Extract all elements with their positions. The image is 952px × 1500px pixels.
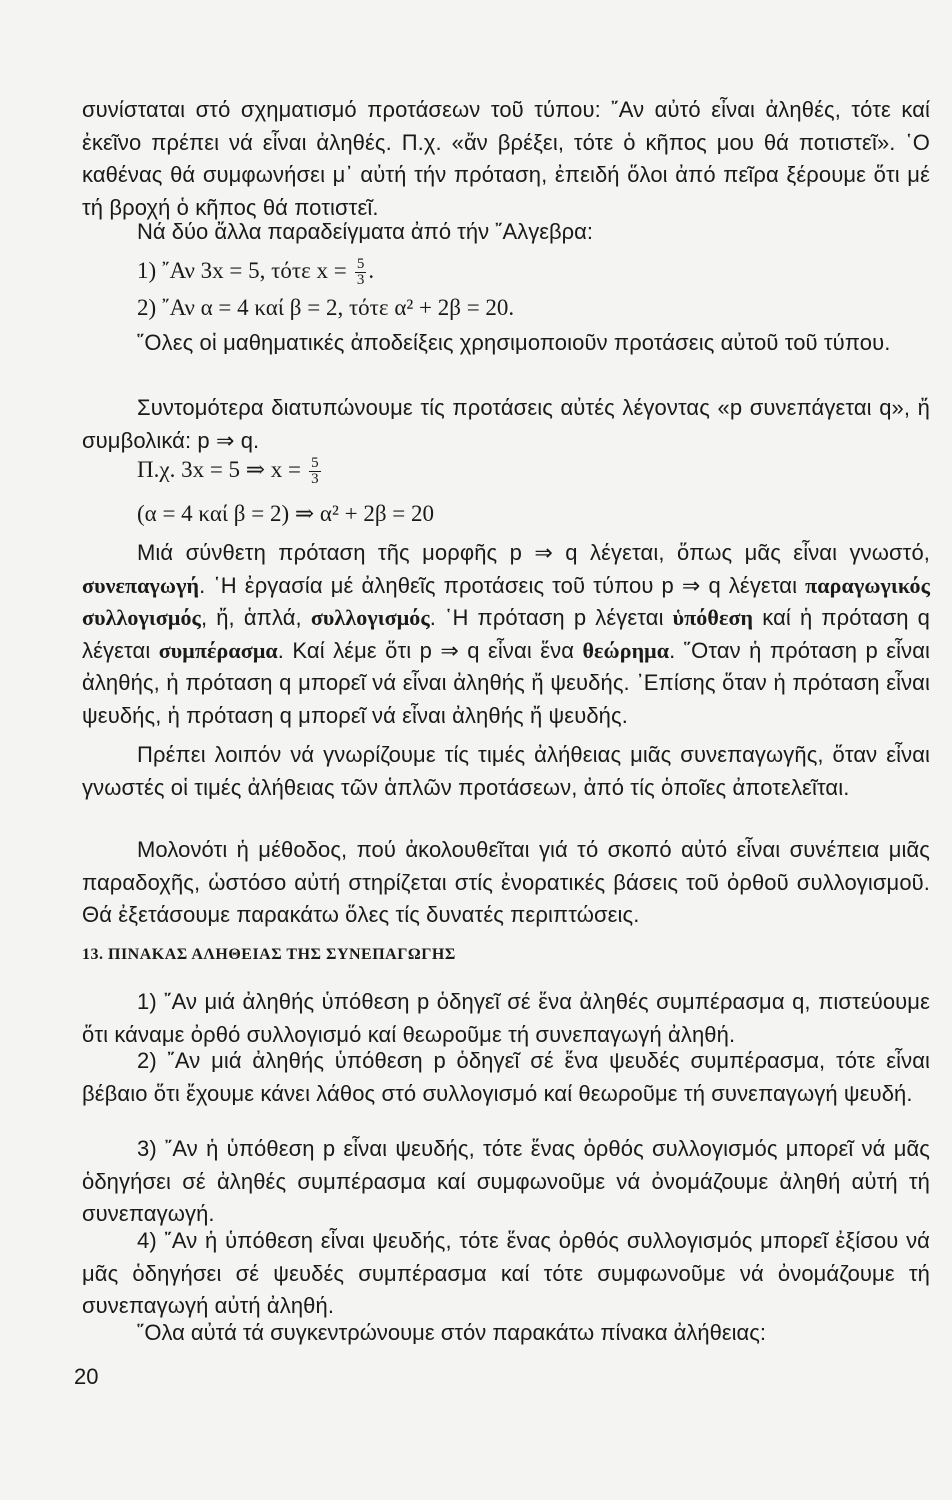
term-bold: συμπέρασμα [158, 637, 278, 663]
fraction-denominator: 3 [311, 470, 319, 487]
paragraph-implication-intro: συνίσταται στό σχηματισμό προτάσεων τοῦ τύπου: ῎Αν αὐτό εἶναι ἀληθές, τότε καί ἐκεῖνο πρέπει νά εἶναι ἀληθές. Π.χ. «ἄν βρέξει, τότε ὁ κῆπος μου θά ποτιστεῖ». ῾Ο καθένας θά συμφωνήσει μ᾿ αὐτή τήν πρόταση, ἐπειδή ὅλοι ἀπό πεῖρα ξέρουμε ὅτι μέ τή βροχή ὁ κῆπος θά ποτιστεῖ. [82, 97, 930, 220]
text-run: , ἤ, ἁπλά, [200, 605, 311, 630]
section-heading: 13. ΠΙΝΑΚΑΣ ΑΛΗΘΕΙΑΣ ΤΗΣ ΣΥΝΕΠΑΓΩΓΗΣ [82, 946, 456, 963]
fraction-5-3 [355, 257, 367, 288]
example-symbolic-2: (α = 4 καί β = 2) ⇒ α² + 2β = 20 [137, 501, 435, 526]
text-run: καί ἡ πρόταση q λέγεται [82, 605, 930, 663]
closing-line: ῞Ολα αὐτά τά συγκεντρώνουμε στόν παρακάτω πίνακα ἀλήθειας: [137, 1320, 766, 1345]
page-number: 20 [74, 1364, 99, 1389]
term-bold: συλλογισμός [310, 605, 430, 630]
paragraph-definitions [82, 537, 930, 732]
text-run: . ῞Οταν ἡ πρόταση p εἶναι ἀληθής, ἡ πρόταση q μπορεῖ νά εἶναι ἀληθής ἤ ψευδής. ᾿Επίσης ὅταν ἡ πρόταση εἶναι ψευδής, ἡ πρόταση q μπορεῖ νά εἶναι ἀληθής ἤ ψευδής. [82, 637, 931, 728]
example-1 [137, 256, 374, 288]
example-2: 2) ῎Αν α = 4 καί β = 2, τότε α² + 2β = 20. [137, 295, 515, 320]
example-1-text: 1) ῎Αν 3x = 5, τότε x = [137, 258, 347, 283]
term-bold: παραγωγικός συλλογισμός [82, 572, 930, 630]
case-3: 3) ῎Αν ἡ ὑπόθεση p εἶναι ψευδής, τότε ἕνας ὀρθός συλλογισμός μπορεῖ νά μᾶς ὁδηγήσει σέ ἀληθές συμπέρασμα καί συμφωνοῦμε νά ὀνομάζουμε ἀληθή αὐτή τή συνεπαγωγή. [82, 1136, 930, 1226]
fraction-numerator: 5 [356, 255, 365, 272]
paragraph-proofs: ῞Ολες οἱ μαθηματικές ἀποδείξεις χρησιμοποιοῦν προτάσεις αὐτοῦ τοῦ τύπου. [137, 330, 891, 355]
fraction-numerator: 5 [311, 454, 319, 471]
case-2: 2) ῎Αν μιά ἀληθής ὑπόθεση p ὁδηγεῖ σέ ἕνα ψευδές συμπέρασμα, τότε εἶναι βέβαιο ὅτι ἔχουμε κάνει λάθος στό συλλογισμό καί θεωροῦμε τή συνεπαγωγή ψευδή. [82, 1048, 930, 1106]
text-run: . ῾Η ἐργασία μέ ἀληθεῖς προτάσεις τοῦ τύπου p ⇒ q λέγεται [199, 572, 806, 598]
example-symbolic-text: Π.χ. 3x = 5 ⇒ x = [137, 457, 302, 482]
term-bold: θεώρημα [582, 637, 670, 663]
text-run: . ῾Η πρόταση p λέγεται [429, 605, 673, 630]
algebra-intro: Νά δύο ἄλλα παραδείγματα ἀπό τήν ῎Αλγεβρα: [137, 219, 594, 244]
fraction-5-3 [309, 456, 321, 487]
example-1-period: . [368, 258, 375, 283]
fraction-denominator: 3 [356, 271, 365, 288]
paragraph-method: Μολονότι ἡ μέθοδος, πού ἀκολουθεῖται γιά τό σκοπό αὐτό εἶναι συνέπεια μιᾶς παραδοχῆς, ὡστόσο αὐτή στηρίζεται στίς ἐνορατικές βάσεις τοῦ ὀρθοῦ συλλογισμοῦ. Θά ἐξετάσουμε παρακάτω ὅλες τίς δυνατές περιπτώσεις. [82, 837, 930, 927]
example-symbolic [137, 455, 323, 487]
term-bold: συνεπαγωγή [82, 572, 200, 598]
text-run: Μιά σύνθετη πρόταση τῆς μορφῆς p ⇒ q λέγεται, ὅπως μᾶς εἶναι γνωστό, [137, 540, 930, 565]
case-4: 4) ῎Αν ἡ ὑπόθεση εἶναι ψευδής, τότε ἕνας ὀρθός συλλογισμός μπορεῖ ἐξίσου νά μᾶς ὁδηγήσει σέ ψευδές συμπέρασμα καί τότε συμφωνοῦμε νά ὀνομάζουμε τή συνεπαγωγή αὐτή ἀληθή. [82, 1228, 930, 1318]
term-bold: ὑπόθεση [672, 605, 754, 630]
paragraph-truth-values: Πρέπει λοιπόν νά γνωρίζουμε τίς τιμές ἀλήθειας μιᾶς συνεπαγωγῆς, ὅταν εἶναι γνωστές οἱ τιμές ἀλήθειας τῶν ἁπλῶν προτάσεων, ἀπό τίς ὁποῖες ἀποτελεῖται. [82, 742, 930, 800]
case-1: 1) ῎Αν μιά ἀληθής ὑπόθεση p ὁδηγεῖ σέ ἕνα ἀληθές συμπέρασμα q, πιστεύουμε ὅτι κάναμε ὀρθό συλλογισμό καί θεωροῦμε τή συνεπαγωγή ἀληθή. [82, 989, 930, 1047]
paragraph-symbolic: Συντομότερα διατυπώνουμε τίς προτάσεις αὐτές λέγοντας «p συνεπάγεται q», ἤ συμβολικά: p ⇒ q. [82, 395, 930, 453]
text-run: . Καί λέμε ὅτι p ⇒ q εἶναι ἕνα [277, 637, 583, 663]
